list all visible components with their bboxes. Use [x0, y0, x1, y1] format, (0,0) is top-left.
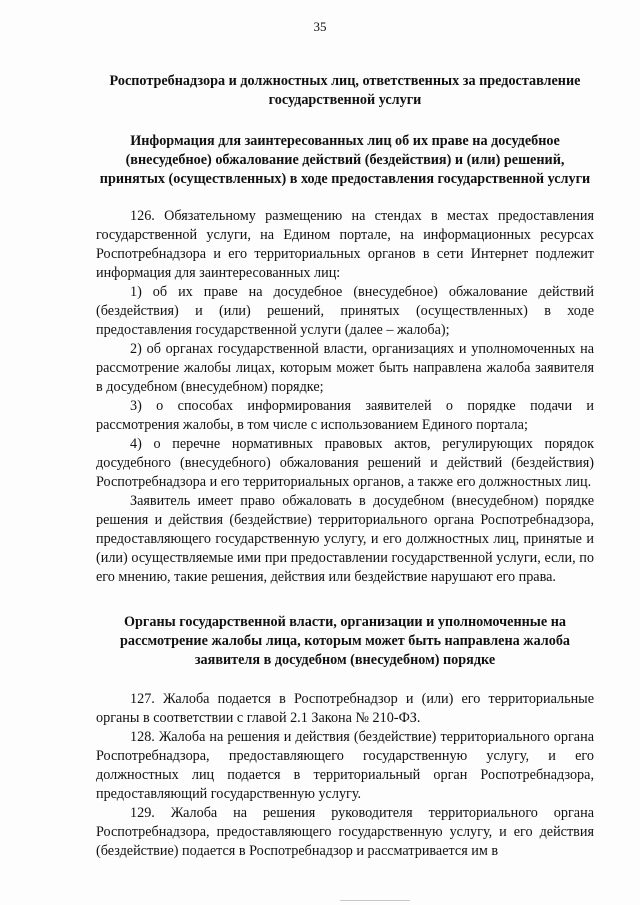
paragraph-applicant-rights: Заявитель имеет право обжаловать в досудебном (внесудебном) порядке решения и действия (бездействие) территориального органа Роспотребнадзора, предоставляющего государственную услугу, и его должностных лиц, принятые и (или) осуществляемые ими при предоставлении государственной услуги, если, по его мнению, такие решения, действия или бездействие нарушают его права. — [96, 493, 594, 585]
paragraph-128: 128. Жалоба на решения и действия (бездействие) территориального органа Роспотребнадзора, предоставляющего государственную услугу, и его должностных лиц подается в территориальный орган Роспотребнадзора, предоставляющий государственную услугу. — [96, 729, 594, 802]
paragraph-126: 126. Обязательному размещению на стендах в местах предоставления государственной услуги, на Едином портале, на информационных ресурсах Роспотребнадзора и его территориальных органов в сети Интернет подлежит информация для заинтересованных лиц: — [96, 208, 594, 281]
page-content — [96, 72, 594, 861]
paragraph-129: 129. Жалоба на решения руководителя территориального органа Роспотребнадзора, предоставляющего государственную услугу, и его действия (бездействие) подается в Роспотребнадзор и рассматривается им в — [96, 805, 594, 859]
section-heading-information: Информация для заинтересованных лиц об их праве на досудебное (внесудебное) обжалование действий (бездействия) и (или) решений, принятых (осуществленных) в ходе предоставления государственной услуги — [99, 133, 591, 187]
list-item-4: 4) о перечне нормативных правовых актов, регулирующих порядок досудебного (внесудебного) обжалования решений и действий (бездействия) Роспотребнадзора и его территориальных органов, а также его должностных лиц. — [96, 436, 594, 490]
list-item-3: 3) о способах информирования заявителей о порядке подачи и рассмотрения жалобы, в том числе с использованием Единого портала; — [96, 398, 594, 433]
paragraph-127: 127. Жалоба подается в Роспотребнадзор и (или) его территориальные органы в соответствии с главой 2.1 Закона № 210-ФЗ. — [96, 691, 594, 726]
list-item-1: 1) об их праве на досудебное (внесудебное) обжалование действий (бездействия) и (или) решений, принятых (осуществленных) в ходе предоставления государственной услуги (далее – жалоба); — [96, 284, 594, 338]
scan-edge-mark — [340, 900, 410, 901]
page-number: 35 — [313, 19, 327, 34]
section-heading-continued: Роспотребнадзора и должностных лиц, ответственных за предоставление государственной услуги — [109, 73, 581, 108]
section-heading-organs: Органы государственной власти, организации и уполномоченные на рассмотрение жалобы лица, которым может быть направлена жалоба заявителя в досудебном (внесудебном) порядке — [119, 614, 571, 668]
list-item-2: 2) об органах государственной власти, организациях и уполномоченных на рассмотрение жалобы лицах, которым может быть направлена жалоба заявителя в досудебном (внесудебном) порядке; — [96, 341, 594, 395]
